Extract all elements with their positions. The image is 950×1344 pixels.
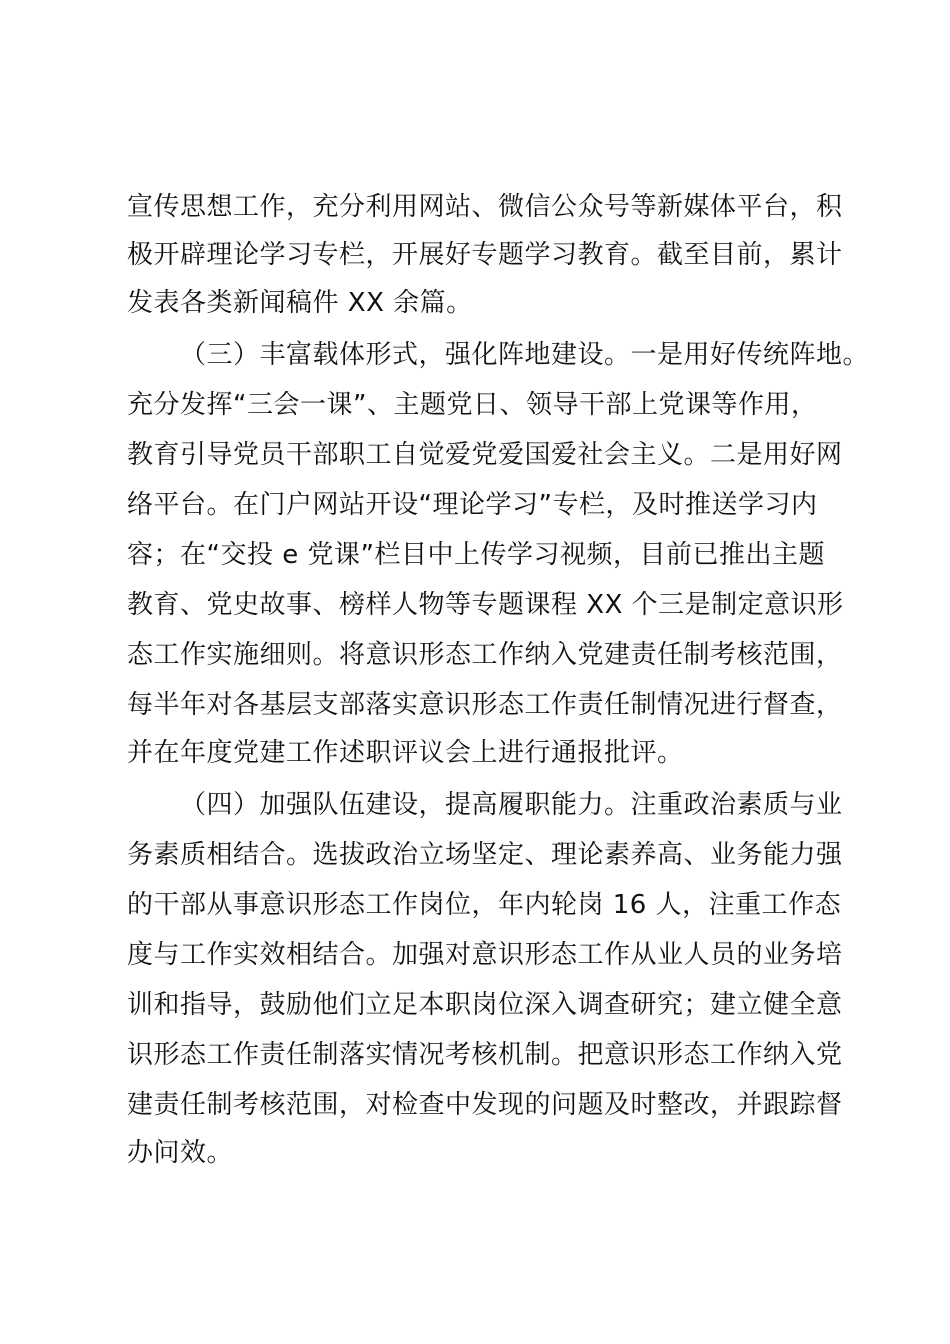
text-line: 并在年度党建工作述职评议会上进行通报批评。: [127, 738, 684, 768]
text-line: 态工作实施细则。将意识形态工作纳入党建责任制考核范围，: [127, 640, 843, 670]
text-line: 教育引导党员干部职工自觉爱党爱国爱社会主义。二是用好网: [127, 440, 843, 470]
section-heading-line: （三）丰富载体形式，强化阵地建设。一是用好传统阵地。: [180, 340, 870, 370]
text-line: 络平台。在门户网站开设“理论学习”专栏，及时推送学习内: [127, 490, 818, 520]
section-heading-line: （四）加强队伍建设，提高履职能力。注重政治素质与业: [180, 790, 843, 820]
text-line: 容；在“交投 e 党课”栏目中上传学习视频，目前已推出主题: [127, 540, 825, 570]
text-line: 充分发挥“三会一课”、主题党日、领导干部上党课等作用，: [127, 390, 818, 420]
text-line: 教育、党史故事、榜样人物等专题课程 XX 个三是制定意识形: [127, 590, 844, 620]
text-line: 极开辟理论学习专栏，开展好专题学习教育。截至目前，累计: [127, 240, 843, 270]
text-line: 训和指导，鼓励他们立足本职岗位深入调查研究；建立健全意: [127, 990, 843, 1020]
text-line: 建责任制考核范围，对检查中发现的问题及时整改，并跟踪督: [127, 1090, 843, 1120]
text-line: 宣传思想工作，充分利用网站、微信公众号等新媒体平台，积: [127, 192, 843, 222]
text-line: 识形态工作责任制落实情况考核机制。把意识形态工作纳入党: [127, 1040, 843, 1070]
text-line: 的干部从事意识形态工作岗位，年内轮岗 16 人，注重工作态: [127, 890, 842, 920]
text-line: 发表各类新闻稿件 XX 余篇。: [127, 288, 473, 318]
text-line: 务素质相结合。选拔政治立场坚定、理论素养高、业务能力强: [127, 840, 843, 870]
text-line: 度与工作实效相结合。加强对意识形态工作从业人员的业务培: [127, 940, 843, 970]
text-line: 办问效。: [127, 1138, 234, 1168]
text-line: 每半年对各基层支部落实意识形态工作责任制情况进行督查，: [127, 690, 843, 720]
